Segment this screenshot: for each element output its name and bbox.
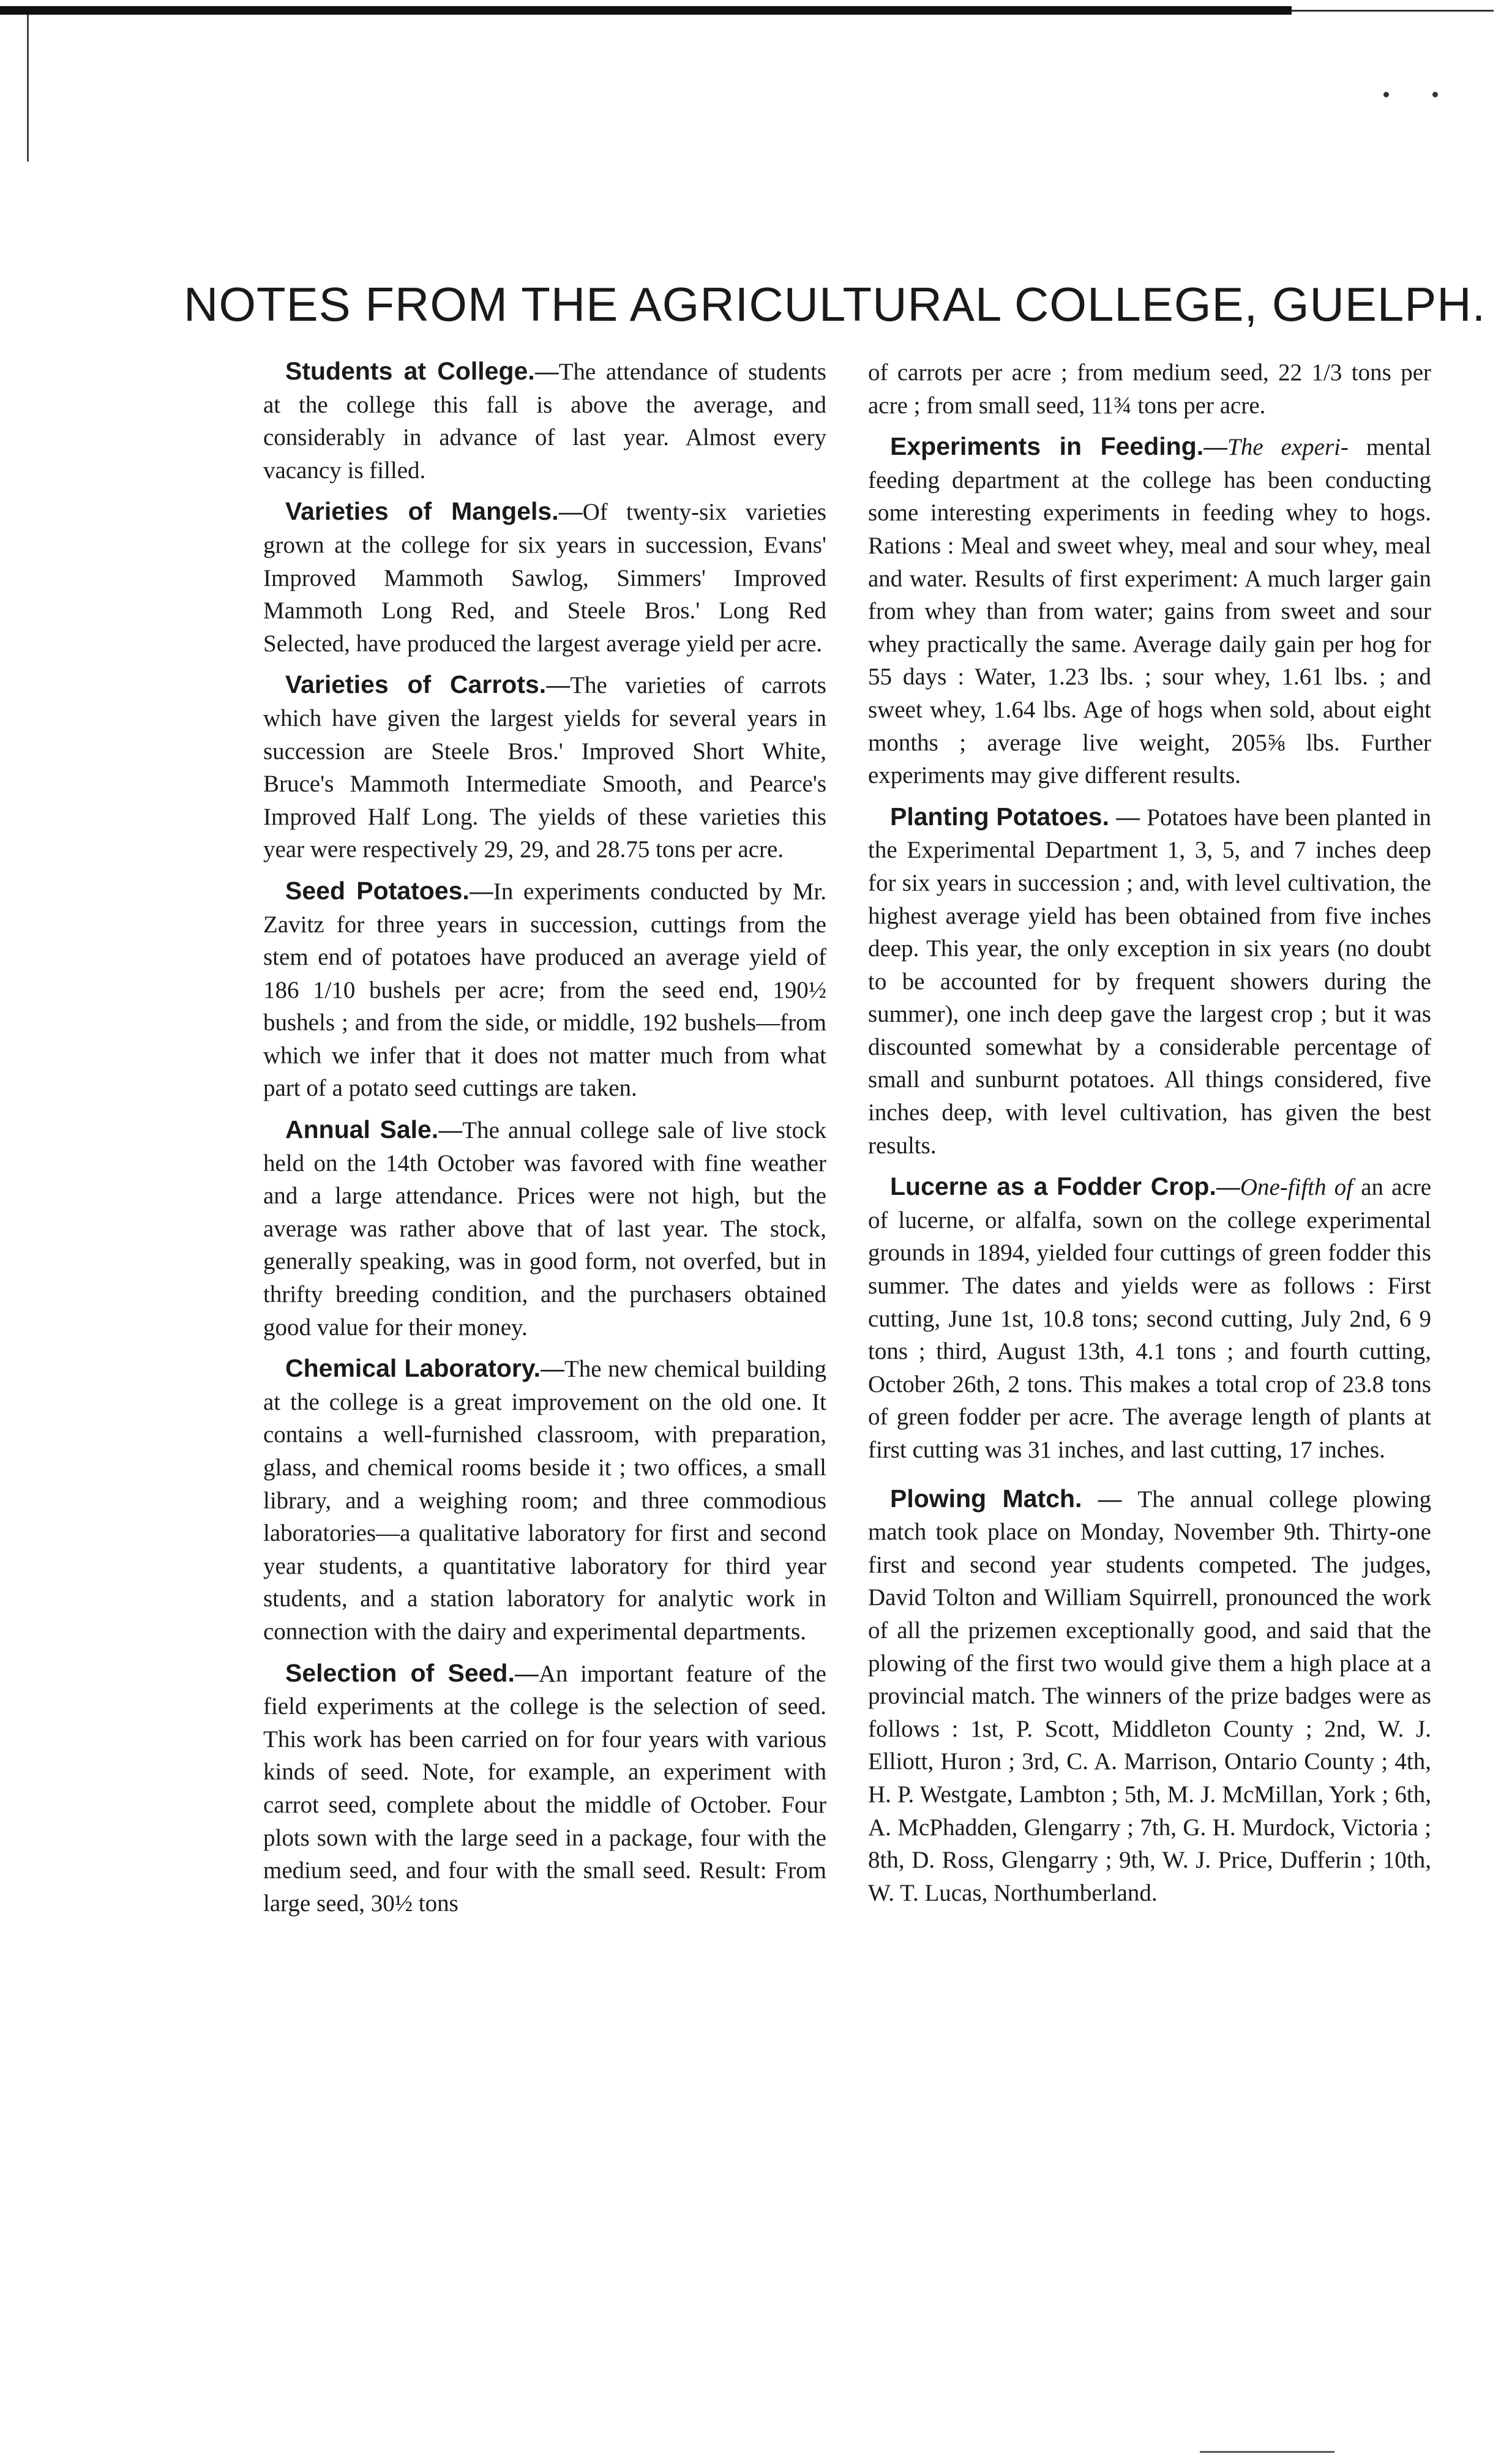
article-heading: Varieties of Mangels. (285, 497, 559, 526)
article-heading: Experiments in Feeding. (890, 432, 1204, 461)
article-heading: Plowing Match. (890, 1484, 1082, 1513)
heading-dash: — (1109, 804, 1147, 831)
article-heading: Selection of Seed. (285, 1658, 515, 1687)
heading-dash: — (1082, 1486, 1138, 1513)
article-text: The new chemical building at the college is a great improvement on the old one. It contains a well-furnished classroom, with preparation, glass, and chemical rooms beside it ; two offices, a small library, and a weighing room; and three commodious laboratories—a qualitative laboratory for first and second year students, a quantitative laboratory for third year students, and a station laboratory for analytic work in connection with the dairy and experimental departments. (263, 1356, 826, 1645)
article-text: An important feature of the field experiments at the college is the selection of seed. This work has been carried on for four years with various kinds of seed. Note, for example, an experiment with carrot seed, complete about the middle of October. Four plots sown with the large seed in a package, four with the medium seed, and four with the small seed. Result: From large seed, 30½ tons (263, 1660, 826, 1917)
ink-speck (1432, 92, 1438, 97)
top-border-rule (0, 6, 1292, 15)
article-paragraph (868, 1483, 1431, 1910)
article-paragraph (263, 875, 826, 1105)
article-text: The varieties of carrots which have given the largest yields for several years in succession are Steele Bros.' Improved Short White, Bruce's Mammoth Intermediate Smooth, and Pearce's Improved Half Long. The yields of these varieties this year were respectively 29, 29, and 28.75 tons per acre. (263, 672, 826, 863)
left-edge-mark (27, 15, 29, 162)
article-paragraph (868, 1170, 1431, 1466)
article-text: Of twenty-six varieties grown at the college for six years in succession, Evans' Improved Mammoth Sawlog, Simmers' Improved Mammoth Long Red, and Steele Bros.' Long Red Selected, have produced the largest average yield per acre. (263, 499, 826, 657)
ink-speck (1383, 92, 1389, 97)
article-heading: Chemical Laboratory. (285, 1354, 541, 1383)
article-text: an acre of lucerne, or alfalfa, sown on the college experimental grounds in 1894, yielded four cuttings of green fodder this summer. The dates and yields were as follows : First cutting, June 1st, 10.8 tons; second cutting, July 2nd, 6 9 tons ; third, August 13th, 4.1 tons ; and fourth cutting, October 26th, 2 tons. This makes a total crop of 23.8 tons of green fodder per acre. The average length of plants at first cutting was 31 inches, and last cutting, 17 inches. (868, 1174, 1432, 1463)
article-text: of carrots per acre ; from medium seed, 22 1/3 tons per acre ; from small seed, 11¾ tons per acre. (868, 359, 1431, 419)
article-text: The annual college plowing match took place on Monday, November 9th. Thirty-one first and second year students competed. The judges, David Tolton and William Squirrell, pronounced the work of all the prizemen exceptionally good, and said that the plowing of the first two would give them a high place at a provincial match. The winners of the prize badges were as follows : 1st, P. Scott, Middleton County ; 2nd, W. J. Elliott, Huron ; 3rd, C. A. Marrison, Ontario County ; 4th, H. P. Westgate, Lambton ; 5th, M. J. McMillan, York ; 6th, A. McPhadden, Glengarry ; 7th, G. H. Murdock, Victoria ; 8th, D. Ross, Glengarry ; 9th, W. J. Price, Dufferin ; 10th, W. T. Lucas, Northumberland. (868, 1486, 1431, 1906)
article-paragraph (263, 355, 826, 487)
article-paragraph (868, 801, 1431, 1162)
article-paragraph (263, 1352, 826, 1648)
article-text: mental feeding department at the college has been conducting some interesting experiments in feeding whey to hogs. Rations : Meal and sweet whey, meal and sour whey, meal and water. Results of first experiment: A much larger gain from whey than from water; gains from sweet and sour whey practically the same. Average daily gain per hog for 55 days : Water, 1.23 lbs. ; sour whey, 1.61 lbs. ; and sweet whey, 1.64 lbs. Age of hogs when sold, about eight months ; average live weight, 205⅝ lbs. Further experiments may give different results. (868, 434, 1432, 789)
article-heading: Varieties of Carrots. (285, 670, 547, 699)
page-title: NOTES FROM THE AGRICULTURAL COLLEGE, GUELPH. (184, 277, 1486, 331)
heading-dash: — (1203, 434, 1228, 461)
article-heading: Lucerne as a Fodder Crop. (890, 1172, 1216, 1201)
article-text: Potatoes have been planted in the Experimental Department 1, 3, 5, and 7 inches deep for six years in succession ; and, with level cultivation, the highest average yield has been obtained from five inches deep. This year, the only exception in six years (no doubt to be accounted for by frequent showers during the summer), one inch deep gave the largest crop ; but it was discounted somewhat by a considerable percentage of small and sunburnt potatoes. All things considered, five inches deep, with level cultivation, has given the best results. (868, 804, 1432, 1159)
heading-dash: — (1216, 1174, 1240, 1201)
bottom-border-rule (1200, 2451, 1334, 2453)
article-paragraph (263, 668, 826, 866)
heading-dash: — (558, 499, 583, 526)
heading-dash: — (438, 1117, 463, 1144)
article-paragraph (263, 495, 826, 660)
heading-dash: — (540, 1356, 564, 1383)
heading-dash: — (534, 359, 559, 385)
article-heading: Seed Potatoes. (285, 876, 470, 905)
article-text: The attendance of students at the college this fall is above the average, and considerably in advance of last year. Almost every vacancy is filled. (263, 359, 826, 484)
article-text: The annual college sale of live stock held on the 14th October was favored with fine weather and a large attendance. Prices were not high, but the average was rather above that of last year. The stock, generally speaking, was in good form, not overfed, but in thrifty breeding condition, and the purchasers obtained good value for their money. (263, 1117, 826, 1341)
heading-dash: — (546, 672, 571, 699)
article-heading: Students at College. (285, 357, 535, 385)
heading-dash: — (469, 878, 493, 905)
article-heading: Planting Potatoes. (890, 802, 1109, 831)
top-border-rule-thin (1292, 10, 1494, 12)
article-paragraph (263, 1657, 826, 1920)
article-paragraph (868, 430, 1431, 792)
article-heading: Annual Sale. (285, 1115, 439, 1144)
article-paragraph-continued (868, 356, 1431, 422)
left-column (263, 355, 826, 1928)
article-text-italic: The experi- (1227, 434, 1349, 461)
article-text: In experiments conducted by Mr. Zavitz for three years in succession, cuttings from the stem end of potatoes have produced an average yield of 186 1/10 bushels per acre; from the seed end, 190½ bushels ; and from the side, or middle, 192 bushels—from which we infer that it does not matter much from what part of a potato seed cuttings are taken. (263, 878, 826, 1102)
article-text-italic: One-fifth of (1240, 1174, 1353, 1201)
heading-dash: — (514, 1660, 539, 1687)
article-paragraph (263, 1113, 826, 1344)
right-column (868, 356, 1431, 1918)
